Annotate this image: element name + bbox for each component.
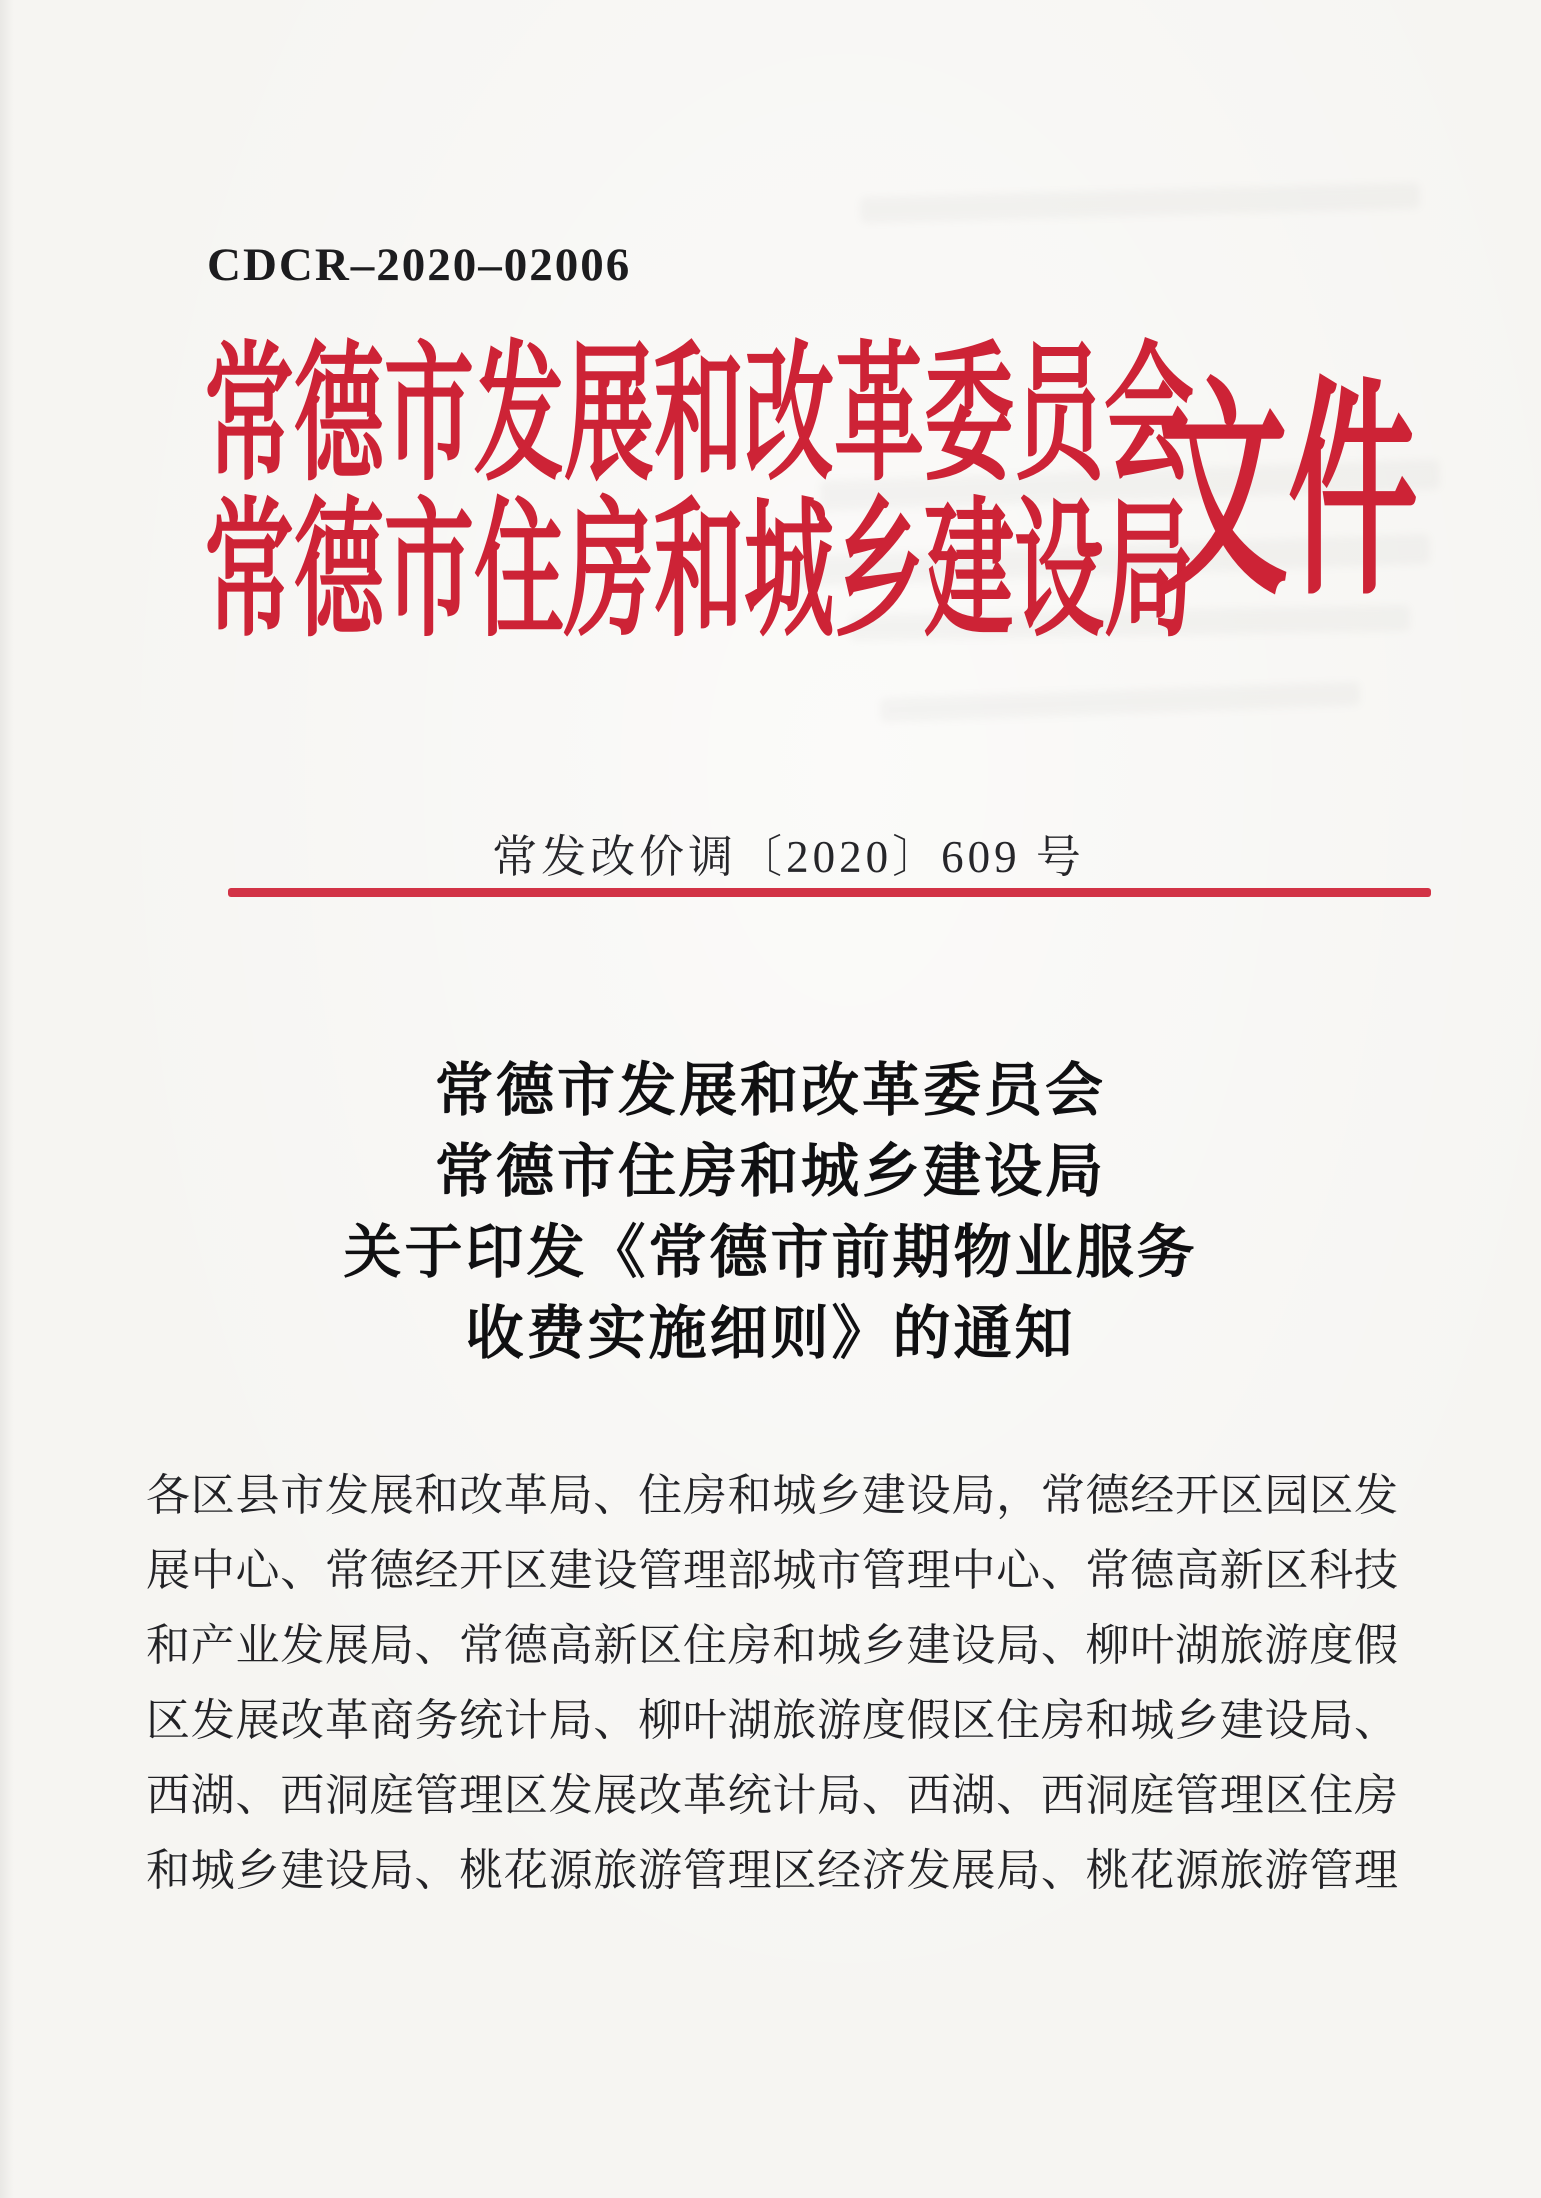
scan-bleedthrough-artifact (880, 682, 1361, 723)
notice-title-line4: 收费实施细则》的通知 (465, 1301, 1076, 1366)
notice-body-paragraph (146, 1458, 1398, 1908)
document-code: CDCR–2020–02006 (207, 239, 632, 291)
red-divider-rule (228, 888, 1431, 897)
body-text-line: 区发展改革商务统计局、柳叶湖旅游度假区住房和城乡建设局、 (146, 1696, 1398, 1745)
body-text-line: 展中心、常德经开区建设管理部城市管理中心、常德高新区科技 (146, 1546, 1398, 1595)
notice-title-line1: 常德市发展和改革委员会 (434, 1058, 1106, 1123)
notice-title-line3: 关于印发《常德市前期物业服务 (343, 1220, 1198, 1285)
body-text-line: 各区县市发展和改革局、住房和城乡建设局，常德经开区园区发 (146, 1471, 1398, 1520)
notice-title-line2: 常德市住房和城乡建设局 (434, 1139, 1106, 1204)
notice-title (0, 1050, 1541, 1374)
letterhead-document-suffix: 文件 (1158, 366, 1418, 623)
body-text-line: 和城乡建设局、桃花源旅游管理区经济发展局、桃花源旅游管理 (146, 1846, 1398, 1895)
letterhead-agency-line1: 常德市发展和改革委员会 (204, 333, 1195, 499)
body-text-line: 西湖、西洞庭管理区发展改革统计局、西湖、西洞庭管理区住房 (146, 1771, 1398, 1820)
letterhead-agency-line2: 常德市住房和城乡建设局 (204, 489, 1195, 655)
body-text-line: 和产业发展局、常德高新区住房和城乡建设局、柳叶湖旅游度假 (146, 1621, 1398, 1670)
document-reference-number: 常发改价调〔2020〕609 号 (492, 832, 1085, 882)
scan-bleedthrough-artifact (860, 183, 1420, 224)
